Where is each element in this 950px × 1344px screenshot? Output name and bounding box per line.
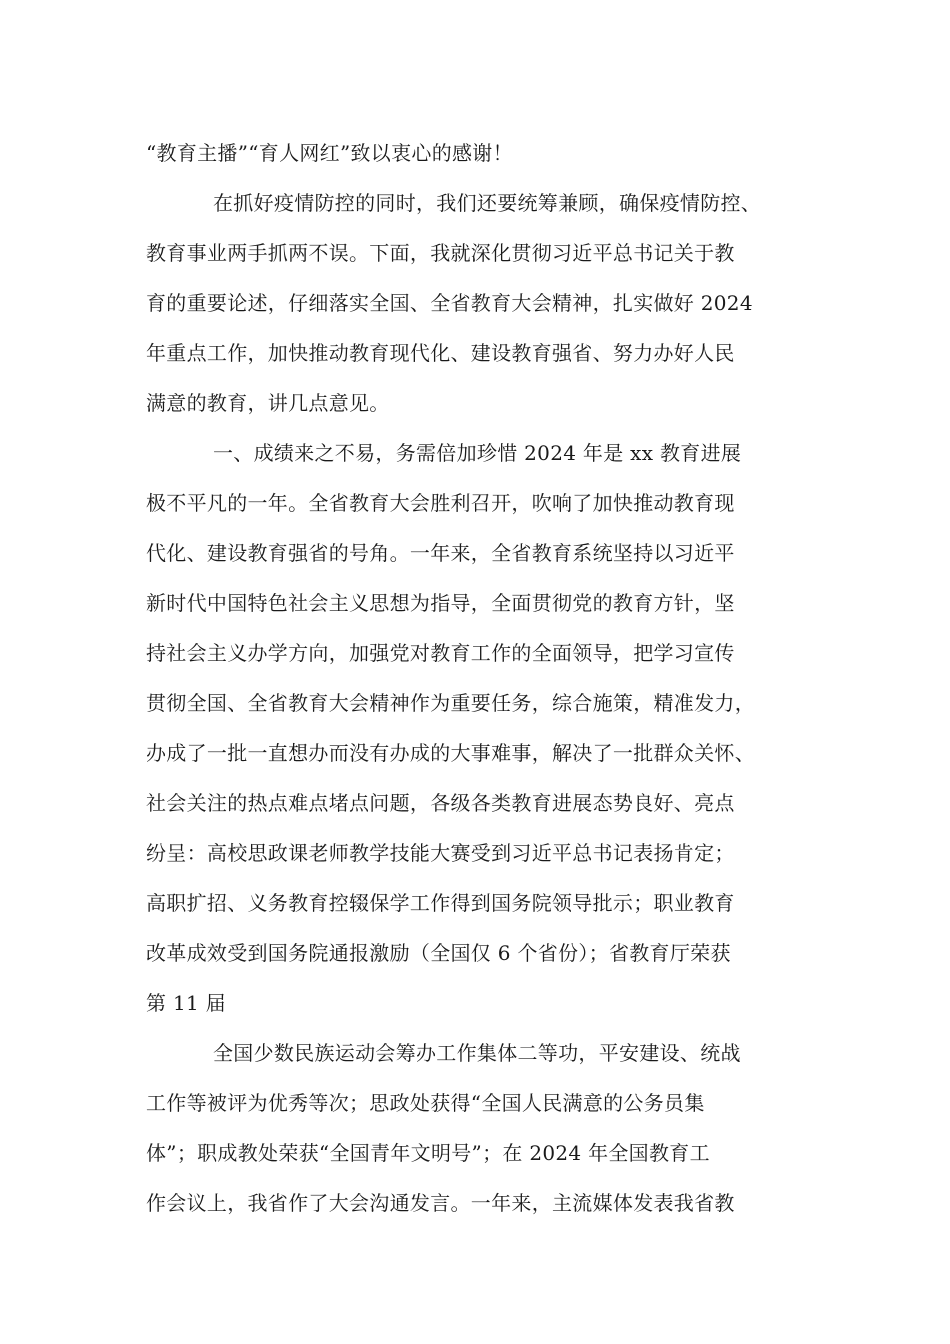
text-line: 教育事业两手抓两不误。下面，我就深化贯彻习近平总书记关于教 bbox=[146, 241, 735, 265]
document-body bbox=[146, 128, 810, 1228]
text-line: 全国少数民族运动会筹办工作集体二等功，平安建设、统战 bbox=[213, 1041, 741, 1065]
text-line: 作会议上，我省作了大会沟通发言。一年来，主流媒体发表我省教 bbox=[146, 1191, 735, 1215]
text-line: 改革成效受到国务院通报激励（全国仅 6 个省份）；省教育厅荣获 bbox=[146, 941, 731, 965]
text-line: 在抓好疫情防控的同时，我们还要统筹兼顾，确保疫情防控、 bbox=[213, 191, 762, 215]
text-line: 新时代中国特色社会主义思想为指导，全面贯彻党的教育方针，坚 bbox=[146, 591, 735, 615]
text-line: 育的重要论述，仔细落实全国、全省教育大会精神，扎实做好 2024 bbox=[146, 291, 753, 315]
text-line: 社会关注的热点难点堵点问题，各级各类教育进展态势良好、亮点 bbox=[146, 791, 735, 815]
text-line: 一、成绩来之不易，务需倍加珍惜 2024 年是 xx 教育进展 bbox=[213, 441, 742, 465]
text-line: 工作等被评为优秀等次；思政处获得“全国人民满意的公务员集 bbox=[146, 1091, 705, 1115]
text-line: 满意的教育，讲几点意见。 bbox=[146, 391, 390, 415]
text-line: 高职扩招、义务教育控辍保学工作得到国务院领导批示；职业教育 bbox=[146, 891, 735, 915]
text-line: 体”；职成教处荣获“全国青年文明号”；在 2024 年全国教育工 bbox=[146, 1141, 710, 1165]
text-line: 极不平凡的一年。全省教育大会胜利召开，吹响了加快推动教育现 bbox=[146, 491, 735, 515]
text-line: 纷呈：高校思政课老师教学技能大赛受到习近平总书记表扬肯定； bbox=[146, 841, 735, 865]
text-line: 持社会主义办学方向，加强党对教育工作的全面领导，把学习宣传 bbox=[146, 641, 735, 665]
text-line: 年重点工作，加快推动教育现代化、建设教育强省、努力办好人民 bbox=[146, 341, 735, 365]
text-line: 办成了一批一直想办而没有办成的大事难事，解决了一批群众关怀、 bbox=[146, 741, 755, 765]
text-line: 代化、建设教育强省的号角。一年来，全省教育系统坚持以习近平 bbox=[146, 541, 735, 565]
text-line: 贯彻全国、全省教育大会精神作为重要任务，综合施策，精准发力， bbox=[146, 691, 755, 715]
text-line: 第 11 届 bbox=[146, 991, 226, 1015]
text-line: “教育主播”“育人网红”致以衷心的感谢！ bbox=[146, 141, 513, 165]
